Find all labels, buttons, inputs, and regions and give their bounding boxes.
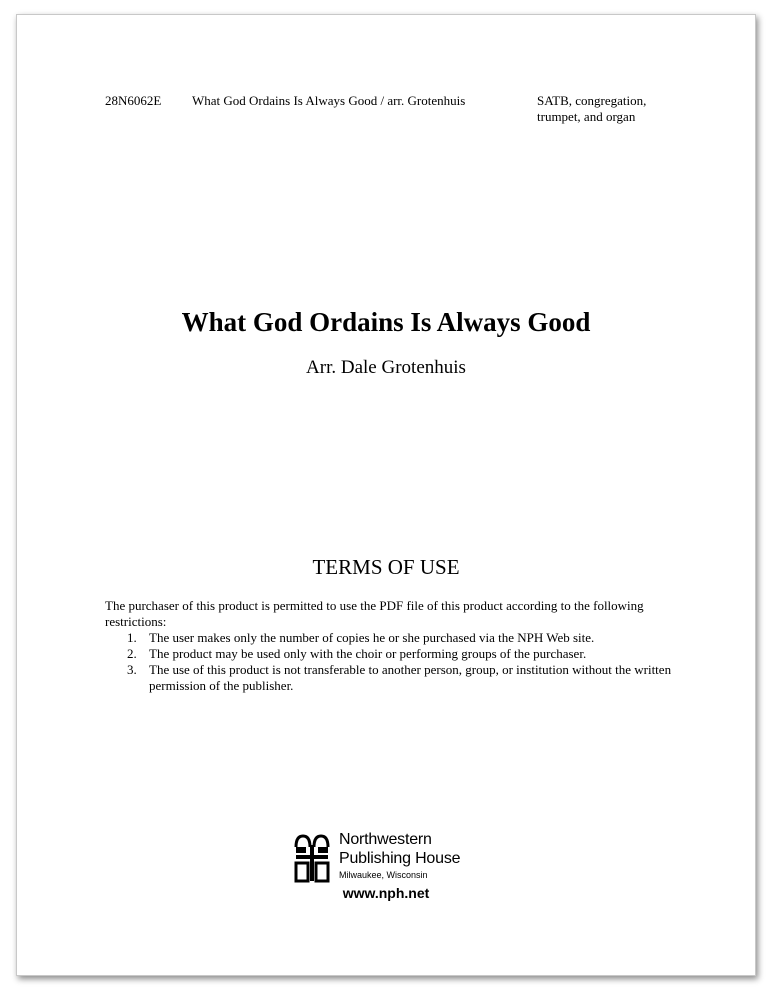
catalog-number: 28N6062E xyxy=(105,93,162,108)
list-item-number: 1. xyxy=(127,630,137,645)
list-item-text: The product may be used only with the choir or performing groups of the purchaser. xyxy=(149,646,587,661)
voicing xyxy=(537,93,717,125)
list-item-number: 2. xyxy=(127,646,137,661)
publisher-website: www.nph.net xyxy=(342,885,430,901)
terms-body xyxy=(105,598,675,694)
arranger: Arr. Dale Grotenhuis xyxy=(306,357,466,378)
voicing-line-2: trumpet, and organ xyxy=(537,109,636,124)
terms-heading: TERMS OF USE xyxy=(312,555,460,579)
voicing-line-1: SATB, congregation, xyxy=(537,93,647,108)
document-page xyxy=(16,14,756,976)
list-item xyxy=(105,646,675,662)
terms-list xyxy=(105,630,675,694)
list-item-text: The use of this product is not transferable to another person, group, or institution without the written permission of the publisher. xyxy=(149,662,672,693)
church-cross-icon xyxy=(293,833,331,883)
publisher-city: Milwaukee, Wisconsin xyxy=(339,870,428,880)
list-item xyxy=(105,630,675,646)
header-title: What God Ordains Is Always Good / arr. Grotenhuis xyxy=(192,93,466,108)
page-title: What God Ordains Is Always Good xyxy=(181,307,591,337)
list-item xyxy=(105,662,675,694)
terms-intro: The purchaser of this product is permitted to use the PDF file of this product according to the following restrictions: xyxy=(105,598,644,629)
publisher-name-line-2: Publishing House xyxy=(339,850,461,867)
list-item-number: 3. xyxy=(127,662,137,677)
list-item-text: The user makes only the number of copies he or she purchased via the NPH Web site. xyxy=(149,630,595,645)
publisher-name-line-1: Northwestern xyxy=(339,831,432,848)
